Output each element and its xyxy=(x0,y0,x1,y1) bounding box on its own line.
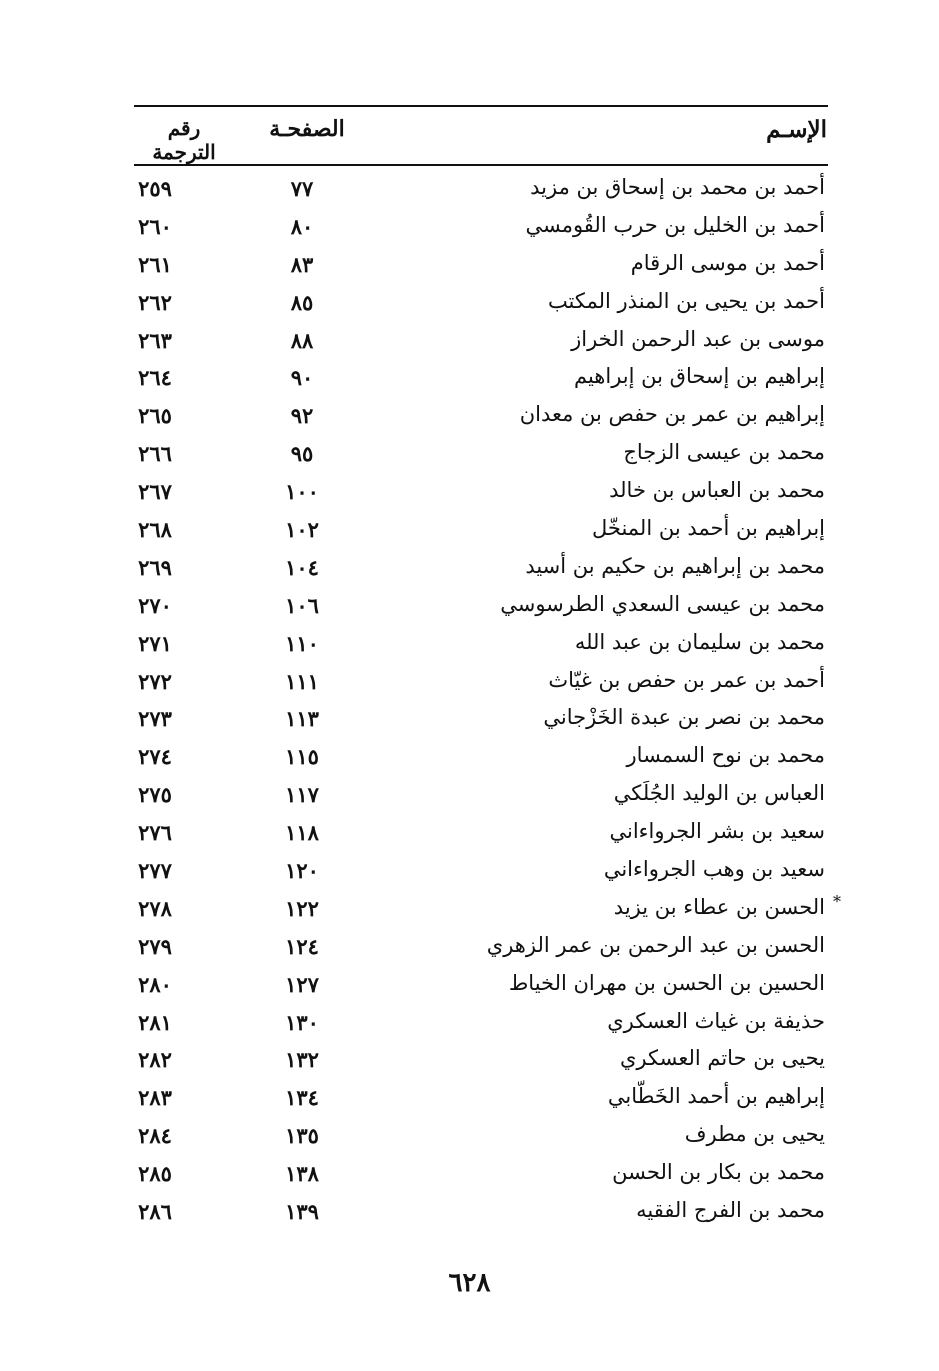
index-table xyxy=(0,170,939,1231)
entry-name: محمد بن نوح السمسار xyxy=(626,743,825,768)
table-row xyxy=(0,587,939,625)
entry-page: ١٣٢ xyxy=(285,1047,319,1073)
entry-name: إبراهيم بن عمر بن حفص بن معدان xyxy=(519,402,825,427)
table-row xyxy=(0,435,939,473)
entry-name: سعيد بن وهب الجرواءاني xyxy=(603,857,825,882)
entry-number: ٢٧٠ xyxy=(138,592,172,618)
entry-number: ٢٧٤ xyxy=(138,744,172,770)
entry-name: الحسن بن عطاء بن يزيد xyxy=(613,894,825,919)
entry-page: ١٢٢ xyxy=(285,895,319,921)
table-row xyxy=(0,473,939,511)
table-header xyxy=(0,116,939,164)
entry-name: محمد بن عيسى الزجاج xyxy=(623,440,825,465)
table-row xyxy=(0,814,939,852)
entry-page: ٨٥ xyxy=(290,289,314,315)
entry-name: سعيد بن بشر الجرواءاني xyxy=(609,819,825,844)
table-row xyxy=(0,1079,939,1117)
entry-name: محمد بن الفرج الفقيه xyxy=(636,1198,825,1223)
entry-name: أحمد بن عمر بن حفص بن غيّاث xyxy=(548,667,825,692)
entry-page: ١٢٠ xyxy=(285,858,319,884)
name-column-header: الإسـم xyxy=(766,116,827,143)
header-rule xyxy=(134,164,828,166)
table-row xyxy=(0,1155,939,1193)
entry-name: محمد بن نصر بن عبدة الخَزْجاني xyxy=(543,705,825,730)
entry-page: ١٣٠ xyxy=(285,1009,319,1035)
entry-name: أحمد بن موسى الرقام xyxy=(630,250,825,275)
table-row xyxy=(0,928,939,966)
entry-name: أحمد بن الخليل بن حرب القُومسي xyxy=(525,212,825,237)
entry-marker: * xyxy=(833,891,841,911)
entry-number: ٢٨٦ xyxy=(138,1199,172,1225)
table-row xyxy=(0,852,939,890)
page-column-header: الصفحـة xyxy=(269,116,345,142)
entry-page: ٧٧ xyxy=(290,176,314,201)
table-row xyxy=(0,1041,939,1079)
entry-number: ٢٨٥ xyxy=(138,1161,172,1187)
entry-name: أحمد بن يحيى بن المنذر المكتب xyxy=(547,288,825,313)
entry-number: ٢٧٢ xyxy=(138,668,172,694)
entry-number: ٢٦٠ xyxy=(138,213,172,239)
table-row xyxy=(0,966,939,1004)
entry-page: ١١٧ xyxy=(285,782,319,808)
entry-number: ٢٨٣ xyxy=(138,1085,172,1111)
table-row xyxy=(0,1004,939,1042)
table-row xyxy=(0,208,939,246)
entry-number: ٢٨١ xyxy=(138,1009,172,1035)
entry-number: ٢٥٩ xyxy=(138,176,172,201)
entry-page: ١١١ xyxy=(285,668,319,694)
entry-page: ١١٠ xyxy=(285,630,319,656)
entry-name: الحسن بن عبد الرحمن بن عمر الزهري xyxy=(486,932,825,957)
entry-page: ١٣٨ xyxy=(285,1161,319,1187)
entry-number-column-header: رقم الترجمة xyxy=(152,116,216,164)
table-row xyxy=(0,663,939,701)
entry-page: ١١٨ xyxy=(285,820,319,846)
entry-page: ١١٥ xyxy=(285,744,319,770)
table-row xyxy=(0,1117,939,1155)
entry-page: ٨٣ xyxy=(290,251,314,277)
table-row xyxy=(0,776,939,814)
entry-number: ٢٨٢ xyxy=(138,1047,172,1073)
entry-name: محمد بن عيسى السعدي الطرسوسي xyxy=(500,591,825,616)
table-row xyxy=(0,284,939,322)
top-rule xyxy=(134,105,828,107)
entry-number: ٢٧٦ xyxy=(138,820,172,846)
entry-name: يحيى بن حاتم العسكري xyxy=(619,1046,825,1071)
entry-page: ٩٢ xyxy=(290,403,314,429)
entry-number: ٢٧٥ xyxy=(138,782,172,808)
entry-number: ٢٦٥ xyxy=(138,403,172,429)
table-row xyxy=(0,549,939,587)
entry-number: ٢٦٣ xyxy=(138,327,172,353)
entry-number: ٢٦٩ xyxy=(138,554,172,580)
entry-page: ١١٣ xyxy=(285,706,319,732)
entry-name: حذيفة بن غياث العسكري xyxy=(607,1008,825,1033)
entry-number: ٢٨٤ xyxy=(138,1123,172,1149)
entry-name: إبراهيم بن أحمد الخَطّابي xyxy=(607,1084,825,1109)
page-number: ٦٢٨ xyxy=(448,1268,491,1298)
entry-name: محمد بن سليمان بن عبد الله xyxy=(574,629,825,654)
entry-page: ١٣٥ xyxy=(285,1123,319,1149)
entry-page: ٩٠ xyxy=(290,365,314,391)
table-row xyxy=(0,625,939,663)
entry-page: ١٠٤ xyxy=(285,554,319,580)
entry-page: ٩٥ xyxy=(290,441,314,467)
entry-number: ٢٦١ xyxy=(138,251,172,277)
entry-name: محمد بن بكار بن الحسن xyxy=(612,1160,825,1185)
table-row xyxy=(0,170,939,208)
entry-name: الحسين بن الحسن بن مهران الخياط xyxy=(508,970,825,995)
entry-page: ١٢٧ xyxy=(285,971,319,997)
entry-name: إبراهيم بن إسحاق بن إبراهيم xyxy=(573,364,825,389)
entry-name: يحيى بن مطرف xyxy=(684,1122,825,1147)
entry-name: محمد بن إبراهيم بن حكيم بن أسيد xyxy=(525,553,825,578)
entry-number: ٢٧١ xyxy=(138,630,172,656)
entry-name: العباس بن الوليد الجُلَكي xyxy=(613,781,825,806)
entry-number: ٢٧٨ xyxy=(138,895,172,921)
entry-number: ٢٦٧ xyxy=(138,479,172,505)
table-row xyxy=(0,511,939,549)
entry-page: ١٣٤ xyxy=(285,1085,319,1111)
entry-name: موسى بن عبد الرحمن الخراز xyxy=(571,326,825,351)
entry-number: ٢٧٣ xyxy=(138,706,172,732)
table-row xyxy=(0,322,939,360)
entry-page: ١٢٤ xyxy=(285,933,319,959)
entry-number: ٢٦٨ xyxy=(138,517,172,543)
entry-number: ٢٧٩ xyxy=(138,933,172,959)
entry-number: ٢٦٤ xyxy=(138,365,172,391)
entry-number: ٢٧٧ xyxy=(138,858,172,884)
entry-number: ٢٦٦ xyxy=(138,441,172,467)
entry-page: ١٣٩ xyxy=(285,1199,319,1225)
entry-page: ١٠٠ xyxy=(285,479,319,505)
entry-number: ٢٨٠ xyxy=(138,971,172,997)
entry-name: محمد بن العباس بن خالد xyxy=(609,478,825,503)
table-row xyxy=(0,397,939,435)
entry-name: أحمد بن محمد بن إسحاق بن مزيد xyxy=(530,175,825,199)
table-row xyxy=(0,890,939,928)
entry-page: ٨٨ xyxy=(290,327,314,353)
table-row xyxy=(0,246,939,284)
entry-page: ١٠٦ xyxy=(285,592,319,618)
entry-page: ١٠٢ xyxy=(285,517,319,543)
entry-number: ٢٦٢ xyxy=(138,289,172,315)
table-row xyxy=(0,700,939,738)
entry-name: إبراهيم بن أحمد بن المنخّل xyxy=(592,516,825,541)
table-row xyxy=(0,738,939,776)
entry-page: ٨٠ xyxy=(290,213,314,239)
table-row xyxy=(0,359,939,397)
table-row xyxy=(0,1193,939,1231)
